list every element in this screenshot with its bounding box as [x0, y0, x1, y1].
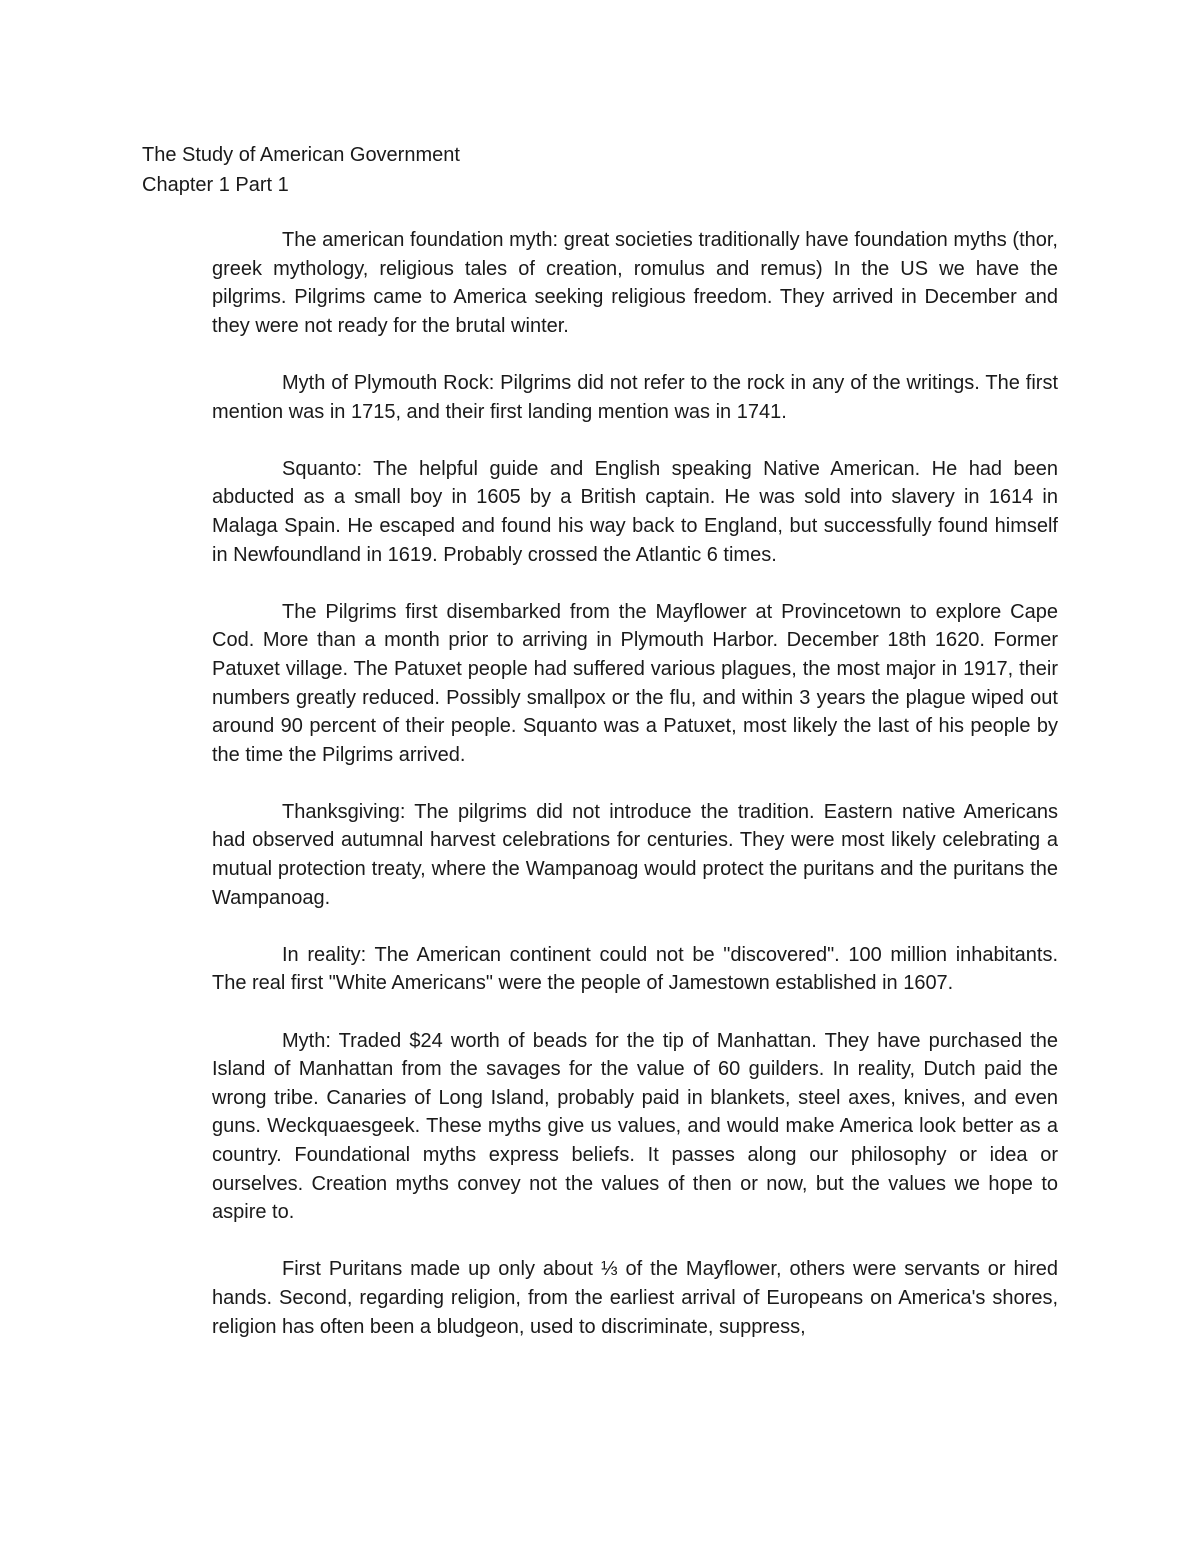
paragraph-first-puritans: First Puritans made up only about ⅓ of the Mayflower, others were servants or hired hands. Second, regarding religion, from the earliest arrival of Europeans on America's shores, religion has often been a bludgeon, used to discriminate, suppress, — [212, 1258, 1058, 1338]
document-header — [142, 140, 460, 200]
document-title: The Study of American Government — [142, 144, 460, 166]
paragraph-foundation-myth: The american foundation myth: great societies traditionally have foundation myths (thor, greek mythology, religious tales of creation, romulus and remus) In the US we have the pilgrims. Pilgrims came to America seeking religious freedom. They arrived in December and they were not ready for the brutal winter. — [212, 229, 1058, 337]
document-body — [212, 226, 1058, 1341]
chapter-heading: Chapter 1 Part 1 — [142, 174, 289, 196]
paragraph-in-reality: In reality: The American continent could not be "discovered". 100 million inhabitants. The real first "White Americans" were the people of Jamestown established in 1607. — [212, 943, 1058, 995]
paragraph-pilgrims-disembarked: The Pilgrims first disembarked from the Mayflower at Provincetown to explore Cape Cod. More than a month prior to arriving in Plymouth Harbor. December 18th 1620. Former Patuxet village. The Patuxet people had suffered various plagues, the most major in 1917, their numbers greatly reduced. Possibly smallpox or the flu, and within 3 years the plague wiped out around 90 percent of their people. Squanto was a Patuxet, most likely the last of his people by the time the Pilgrims arrived. — [212, 600, 1058, 766]
paragraph-manhattan-myth: Myth: Traded $24 worth of beads for the tip of Manhattan. They have purchased the Island of Manhattan from the savages for the value of 60 guilders. In reality, Dutch paid the wrong tribe. Canaries of Long Island, probably paid in blankets, steel axes, knives, and even guns. Weckquaesgeek. These myths give us values, and would make America look better as a country. Foundational myths express beliefs. It passes along our philosophy or idea or ourselves. Creation myths convey not the values of then or now, but the values we hope to aspire to. — [212, 1029, 1058, 1224]
paragraph-thanksgiving: Thanksgiving: The pilgrims did not introduce the tradition. Eastern native Americans had observed autumnal harvest celebrations for centuries. They were most likely celebrating a mutual protection treaty, where the Wampanoag would protect the puritans and the puritans the Wampanoag. — [212, 800, 1058, 909]
paragraph-squanto: Squanto: The helpful guide and English speaking Native American. He had been abducted as a small boy in 1605 by a British captain. He was sold into slavery in 1614 in Malaga Spain. He escaped and found his way back to England, but successfully found himself in Newfoundland in 1619. Probably crossed the Atlantic 6 times. — [212, 457, 1058, 566]
paragraph-plymouth-rock: Myth of Plymouth Rock: Pilgrims did not refer to the rock in any of the writings. The first mention was in 1715, and their first landing mention was in 1741. — [212, 371, 1058, 423]
